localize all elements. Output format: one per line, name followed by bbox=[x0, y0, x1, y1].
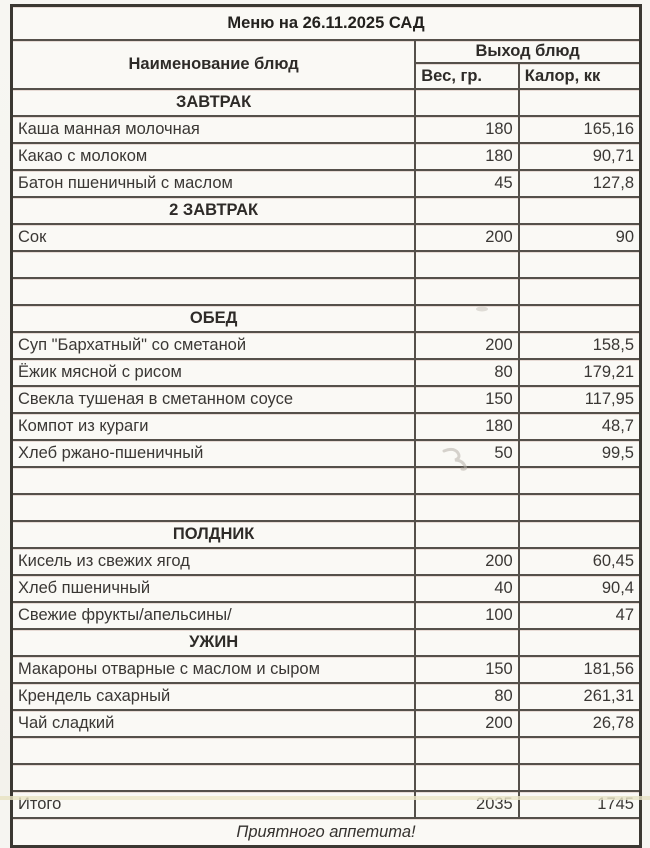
weight-cell: 180 bbox=[415, 413, 518, 440]
calories-cell: 181,56 bbox=[519, 656, 641, 683]
calories-cell: 48,7 bbox=[519, 413, 641, 440]
weight-cell: 100 bbox=[415, 602, 518, 629]
section-row bbox=[12, 197, 641, 224]
dish-name-cell: Суп "Бархатный" со сметаной bbox=[12, 332, 416, 359]
menu-item-row bbox=[12, 386, 641, 413]
dish-name-cell: Хлеб пшеничный bbox=[12, 575, 416, 602]
weight-cell bbox=[415, 521, 518, 548]
dish-name-cell: Сок bbox=[12, 224, 416, 251]
menu-item-row bbox=[12, 413, 641, 440]
weight-cell bbox=[415, 467, 518, 494]
weight-cell bbox=[415, 278, 518, 305]
menu-item-row bbox=[12, 683, 641, 710]
menu-item-row bbox=[12, 170, 641, 197]
calories-cell bbox=[519, 764, 641, 791]
weight-cell: 200 bbox=[415, 332, 518, 359]
weight-cell bbox=[415, 251, 518, 278]
menu-item-row bbox=[12, 143, 641, 170]
weight-cell bbox=[415, 197, 518, 224]
column-header-name: Наименование блюд bbox=[12, 40, 416, 89]
dish-name-cell bbox=[12, 251, 416, 278]
menu-item-row bbox=[12, 575, 641, 602]
empty-row bbox=[12, 251, 641, 278]
menu-item-row bbox=[12, 116, 641, 143]
menu-table bbox=[10, 4, 642, 848]
weight-cell bbox=[415, 305, 518, 332]
section-row bbox=[12, 629, 641, 656]
calories-cell bbox=[519, 494, 641, 521]
section-row bbox=[12, 305, 641, 332]
calories-cell bbox=[519, 197, 641, 224]
dish-name-cell: ПОЛДНИК bbox=[12, 521, 416, 548]
scan-page-edge bbox=[0, 796, 650, 800]
column-header-weight: Вес, гр. bbox=[415, 63, 518, 89]
weight-cell: 50 bbox=[415, 440, 518, 467]
dish-name-cell bbox=[12, 764, 416, 791]
weight-cell: 45 bbox=[415, 170, 518, 197]
dish-name-cell: Крендель сахарный bbox=[12, 683, 416, 710]
dish-name-cell: Свежие фрукты/апельсины/ bbox=[12, 602, 416, 629]
empty-row bbox=[12, 467, 641, 494]
calories-cell: 261,31 bbox=[519, 683, 641, 710]
weight-cell: 200 bbox=[415, 224, 518, 251]
calories-cell: 90 bbox=[519, 224, 641, 251]
calories-cell: 117,95 bbox=[519, 386, 641, 413]
weight-cell: 180 bbox=[415, 143, 518, 170]
calories-cell: 47 bbox=[519, 602, 641, 629]
calories-cell bbox=[519, 629, 641, 656]
dish-name-cell: Компот из кураги bbox=[12, 413, 416, 440]
dish-name-cell: Батон пшеничный с маслом bbox=[12, 170, 416, 197]
dish-name-cell: УЖИН bbox=[12, 629, 416, 656]
footer-message: Приятного аппетита! bbox=[12, 818, 641, 847]
dish-name-cell bbox=[12, 737, 416, 764]
calories-cell: 90,71 bbox=[519, 143, 641, 170]
dish-name-cell: Кисель из свежих ягод bbox=[12, 548, 416, 575]
section-row bbox=[12, 521, 641, 548]
calories-cell: 26,78 bbox=[519, 710, 641, 737]
dish-name-cell: Свекла тушеная в сметанном соусе bbox=[12, 386, 416, 413]
menu-item-row bbox=[12, 332, 641, 359]
calories-cell: 90,4 bbox=[519, 575, 641, 602]
dish-name-cell: Каша манная молочная bbox=[12, 116, 416, 143]
dish-name-cell: Чай сладкий bbox=[12, 710, 416, 737]
calories-cell bbox=[519, 278, 641, 305]
weight-cell: 200 bbox=[415, 548, 518, 575]
calories-cell: 179,21 bbox=[519, 359, 641, 386]
menu-item-row bbox=[12, 602, 641, 629]
dish-name-cell: Какао с молоком bbox=[12, 143, 416, 170]
calories-cell: 165,16 bbox=[519, 116, 641, 143]
weight-cell: 2035 bbox=[415, 791, 518, 818]
calories-cell bbox=[519, 521, 641, 548]
column-header-group: Выход блюд bbox=[415, 40, 640, 63]
weight-cell bbox=[415, 764, 518, 791]
dish-name-cell bbox=[12, 494, 416, 521]
menu-item-row bbox=[12, 440, 641, 467]
weight-cell bbox=[415, 89, 518, 116]
weight-cell: 150 bbox=[415, 386, 518, 413]
menu-item-row bbox=[12, 224, 641, 251]
weight-cell: 200 bbox=[415, 710, 518, 737]
empty-row bbox=[12, 737, 641, 764]
calories-cell: 158,5 bbox=[519, 332, 641, 359]
weight-cell: 150 bbox=[415, 656, 518, 683]
dish-name-cell: Ёжик мясной с рисом bbox=[12, 359, 416, 386]
calories-cell bbox=[519, 89, 641, 116]
calories-cell bbox=[519, 467, 641, 494]
menu-item-row bbox=[12, 656, 641, 683]
calories-cell bbox=[519, 251, 641, 278]
footer-row bbox=[12, 818, 641, 847]
calories-cell: 60,45 bbox=[519, 548, 641, 575]
calories-cell: 99,5 bbox=[519, 440, 641, 467]
weight-cell: 40 bbox=[415, 575, 518, 602]
dish-name-cell: ОБЕД bbox=[12, 305, 416, 332]
empty-row bbox=[12, 278, 641, 305]
weight-cell bbox=[415, 737, 518, 764]
section-row bbox=[12, 89, 641, 116]
calories-cell bbox=[519, 737, 641, 764]
weight-cell: 80 bbox=[415, 683, 518, 710]
dish-name-cell: Итого bbox=[12, 791, 416, 818]
page-title: Меню на 26.11.2025 САД bbox=[12, 6, 641, 41]
dish-name-cell: Хлеб ржано-пшеничный bbox=[12, 440, 416, 467]
menu-rows bbox=[12, 89, 641, 818]
calories-cell: 127,8 bbox=[519, 170, 641, 197]
empty-row bbox=[12, 764, 641, 791]
weight-cell bbox=[415, 629, 518, 656]
header-row-group bbox=[12, 40, 641, 63]
dish-name-cell: Макароны отварные с маслом и сыром bbox=[12, 656, 416, 683]
weight-cell: 80 bbox=[415, 359, 518, 386]
dish-name-cell bbox=[12, 278, 416, 305]
title-row bbox=[12, 6, 641, 41]
empty-row bbox=[12, 494, 641, 521]
menu-item-row bbox=[12, 359, 641, 386]
weight-cell bbox=[415, 494, 518, 521]
column-header-calories: Калор, кк bbox=[519, 63, 641, 89]
calories-cell: 1745 bbox=[519, 791, 641, 818]
weight-cell: 180 bbox=[415, 116, 518, 143]
menu-item-row bbox=[12, 548, 641, 575]
calories-cell bbox=[519, 305, 641, 332]
dish-name-cell bbox=[12, 467, 416, 494]
dish-name-cell: ЗАВТРАК bbox=[12, 89, 416, 116]
menu-item-row bbox=[12, 710, 641, 737]
dish-name-cell: 2 ЗАВТРАК bbox=[12, 197, 416, 224]
